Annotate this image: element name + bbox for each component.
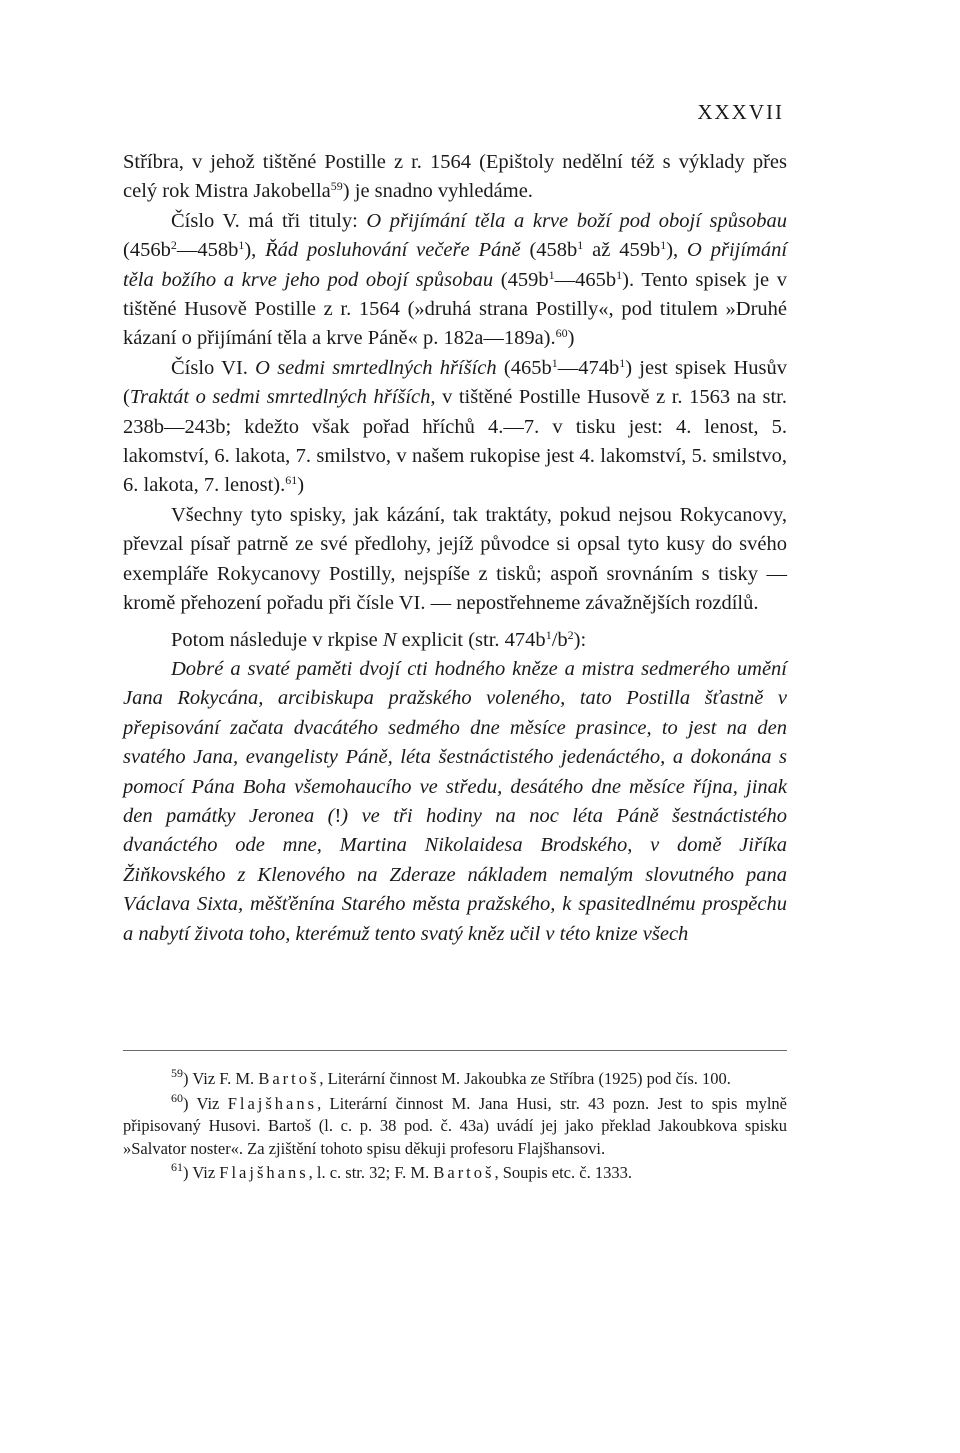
page-number: XXXVII [697, 100, 784, 124]
text-run: ) Viz [183, 1163, 220, 1182]
text-run: Číslo VI. [171, 356, 256, 379]
text-run: —474b [557, 356, 620, 379]
text-run: (458b [520, 239, 578, 262]
footnote-mark: 61 [171, 1160, 183, 1174]
text-run: (459b [493, 268, 549, 291]
superscript: 1 [660, 238, 667, 253]
author-name: Flajšhans [219, 1163, 309, 1182]
text-run: (465b [496, 356, 552, 379]
text-run: , Literární činnost M. Jakoubka ze Stříbra (1925) pod čís. 100. [319, 1069, 731, 1088]
title-italic: Traktát o sedmi smrtedlných hříších, [129, 386, 436, 409]
main-text [123, 148, 787, 949]
text-run: ) ve tři hodiny na noc léta Páně šestnáctistého dvanáctého ode mne, Martina Nikolaidesa Brodského, v domě Jiříka Žiňkovského z Klenového na Zderaze nákladem nemalým slovutného pana Václava Sixta, měšťěnína Starého města pražského, k spasitedlnému prospěchu a nabytí života toho, kterémuž tento svatý kněz učil v této knize všech [123, 804, 787, 945]
paragraph-cislo-v [123, 207, 787, 354]
text-run: ): [573, 628, 587, 651]
text-run: (456b [123, 239, 171, 262]
text-run: —458b [176, 239, 239, 262]
text-run: ) jest spisek Husův ( [123, 356, 788, 409]
superscript: 1 [551, 355, 558, 370]
text-run: ). Tento spisek je v tištěné Husově Postille z r. 1564 (»druhá strana Postilly«, pod titulem »Druhé kázaní o přijímání těla a krve Páně« p. 182a—189a). [123, 268, 787, 350]
text-run: ) Viz [183, 1093, 228, 1113]
text-run: ) je snadno vyhledáme. [342, 180, 533, 203]
text-run: ), [666, 239, 688, 262]
text-run: ), [244, 239, 266, 262]
text-run: ) Viz F. M. [183, 1069, 259, 1088]
author-name: Bartoš [258, 1069, 320, 1088]
footnote-mark: 60 [171, 1090, 183, 1105]
text-run: , l. c. str. 32; F. M. [308, 1163, 434, 1182]
title-italic: Řád posluhování večeře Páně [265, 239, 521, 262]
manuscript-siglum: N [382, 628, 397, 651]
footnote-60 [123, 1090, 787, 1161]
author-name: Bartoš [433, 1163, 495, 1182]
text-run: , Soupis etc. č. 1333. [494, 1163, 632, 1182]
text-run: ! [334, 804, 342, 827]
superscript: 1 [577, 238, 584, 253]
paragraph-continuation [123, 148, 787, 207]
footnotes [123, 1068, 787, 1187]
author-name: Flajšhans [227, 1093, 318, 1113]
footnote-divider [123, 1050, 787, 1051]
text-run: v tištěné Postille Husově z r. 1563 na str. 238b—243b; kdežto však pořad hříchů 4.—7. v tisku jest: 4. lenost, 5. lakomství, 6. lakota, 7. smilstvo, v našem rukopise jest 4. lakomství, 5. smilstvo, 6. lakota, 7. lenost). [123, 386, 787, 497]
footnote-61 [123, 1162, 787, 1185]
footnote-ref: 61 [285, 473, 298, 488]
text-run: Stříbra, v jehož tištěné Postille z r. 1564 (Epištoly nedělní též s výklady přes celý rok Mistra Jakobella [123, 151, 787, 203]
text-run: ) [297, 474, 305, 497]
superscript: 1 [616, 267, 623, 282]
superscript: 1 [545, 627, 552, 642]
title-italic: O přijímání těla božího a krve jeho pod obojí spůsobau [123, 239, 788, 291]
paragraph-explicit-quote [123, 655, 787, 949]
text-run: Potom následuje v rkpise [171, 628, 383, 651]
text-run: /b [551, 628, 568, 651]
superscript: 2 [567, 627, 574, 642]
footnote-mark: 59 [171, 1066, 183, 1080]
paragraph-vsechny: Všechny tyto spisky, jak kázání, tak traktáty, pokud nejsou Rokycanovy, převzal písař patrně ze své předlohy, jejíž původce si opsal tyto kusy do svého exempláře Rokycanovy Postilly, nejspíše z tisků; aspoň srovnáním s tisky — kromě přehození pořadu při čísle VI. — nepostřehneme závažnějších rozdílů. [123, 503, 787, 615]
text-run: Číslo V. má tři tituly: [171, 209, 367, 232]
text-run: ) [567, 327, 575, 350]
footnote-ref: 60 [555, 326, 568, 341]
text-run: explicit (str. 474b [396, 628, 546, 651]
superscript: 1 [619, 355, 626, 370]
footnote-ref: 59 [330, 179, 343, 194]
footnote-59 [123, 1068, 787, 1091]
superscript: 1 [548, 267, 555, 282]
paragraph-cislo-vi [123, 354, 787, 501]
paragraph-explicit-intro [123, 626, 787, 655]
text-run: , Literární činnost M. Jana Husi, str. 43 pozn. Jest to spis mylně připisovaný Husovi. Bartoš (l. c. p. 38 pod. č. 43a) uvádí jej jako překlad Jakoubkova spisku »Salvator noster«. Za zjištění tohoto spisu děkuji profesoru Flajšhansovi. [123, 1093, 787, 1158]
text-run: —465b [554, 268, 617, 291]
text-run: až 459b [583, 239, 661, 262]
title-italic: O sedmi smrtedlných hříších [255, 356, 497, 379]
superscript: 2 [170, 238, 177, 253]
text-run: Dobré a svaté paměti dvojí cti hodného kněze a mistra sedmerého umění Jana Rokycána, arcibiskupa pražského voleného, tato Postilla šťastně v přepisování začata dvacátého sedmého dne měsíce prasince, to jest na den svatého Jana, evangelisty Páně, léta šestnáctistého jedenáctého, a dokonána s pomocí Pána Boha všemohaucího ve středu, desátého dne měsíce října, jinak den památky Jeronea ( [123, 657, 787, 827]
superscript: 1 [238, 238, 245, 253]
title-italic: O přijímání těla a krve boží pod obojí spůsobau [366, 209, 787, 232]
